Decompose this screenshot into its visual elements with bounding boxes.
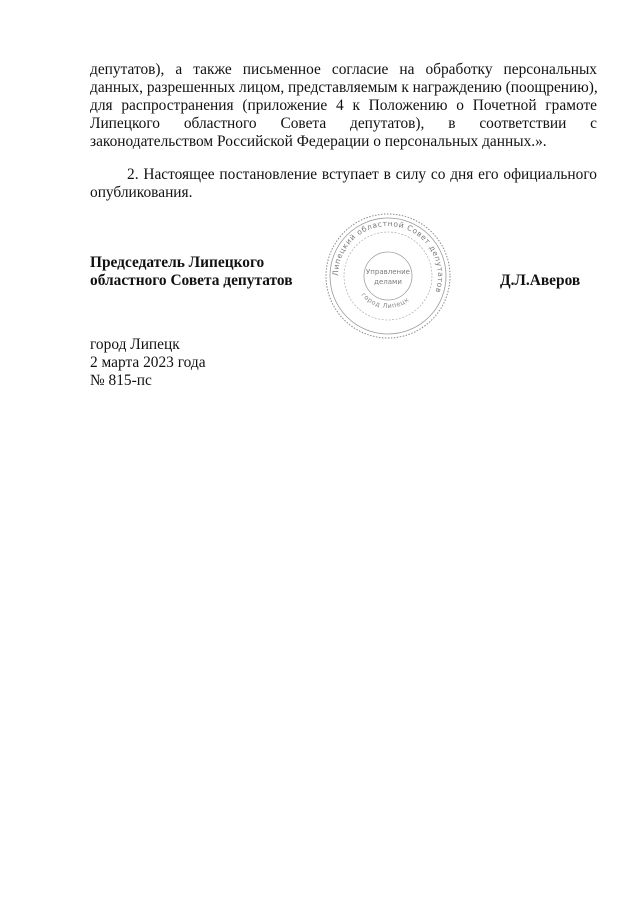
- text-line: Липецкого областного Совета депутатов), в соответствии с: [90, 115, 597, 132]
- paragraph-effective-date: [90, 166, 597, 202]
- text-line: опубликования.: [90, 184, 193, 201]
- seal-center-text: делами: [374, 278, 402, 286]
- text-line: для распространения (приложение 4 к Положению о Почетной грамоте: [90, 97, 597, 114]
- footer-city: город Липецк: [90, 336, 180, 353]
- paragraph-closing-clause: [90, 61, 597, 151]
- footer-number: № 815-пс: [90, 372, 152, 389]
- document-footer: [90, 336, 206, 390]
- text-line: 2. Настоящее постановление вступает в силу со дня его официального: [127, 166, 597, 183]
- signatory-name: Д.Л.Аверов: [500, 272, 581, 289]
- seal-center-text: Управление: [366, 268, 410, 276]
- text-line: данных, разрешенных лицом, представляемым к награждению (поощрению),: [90, 79, 598, 96]
- text-line: законодательством Российской Федерации о персональных данных.».: [90, 133, 547, 150]
- footer-date: 2 марта 2023 года: [90, 354, 206, 371]
- seal-bottom-text: город Липецк: [359, 290, 411, 311]
- svg-text:город Липецк: [360, 291, 411, 310]
- text-line: депутатов), а также письменное согласие на обработку персональных: [90, 61, 597, 78]
- seal-outer-text: Липецкий областной Совет депутатов: [330, 218, 446, 295]
- signatory-title: [90, 254, 293, 290]
- signatory-title-line: областного Совета депутатов: [90, 272, 293, 289]
- official-seal: [324, 212, 452, 340]
- signatory-title-line: Председатель Липецкого: [90, 254, 265, 271]
